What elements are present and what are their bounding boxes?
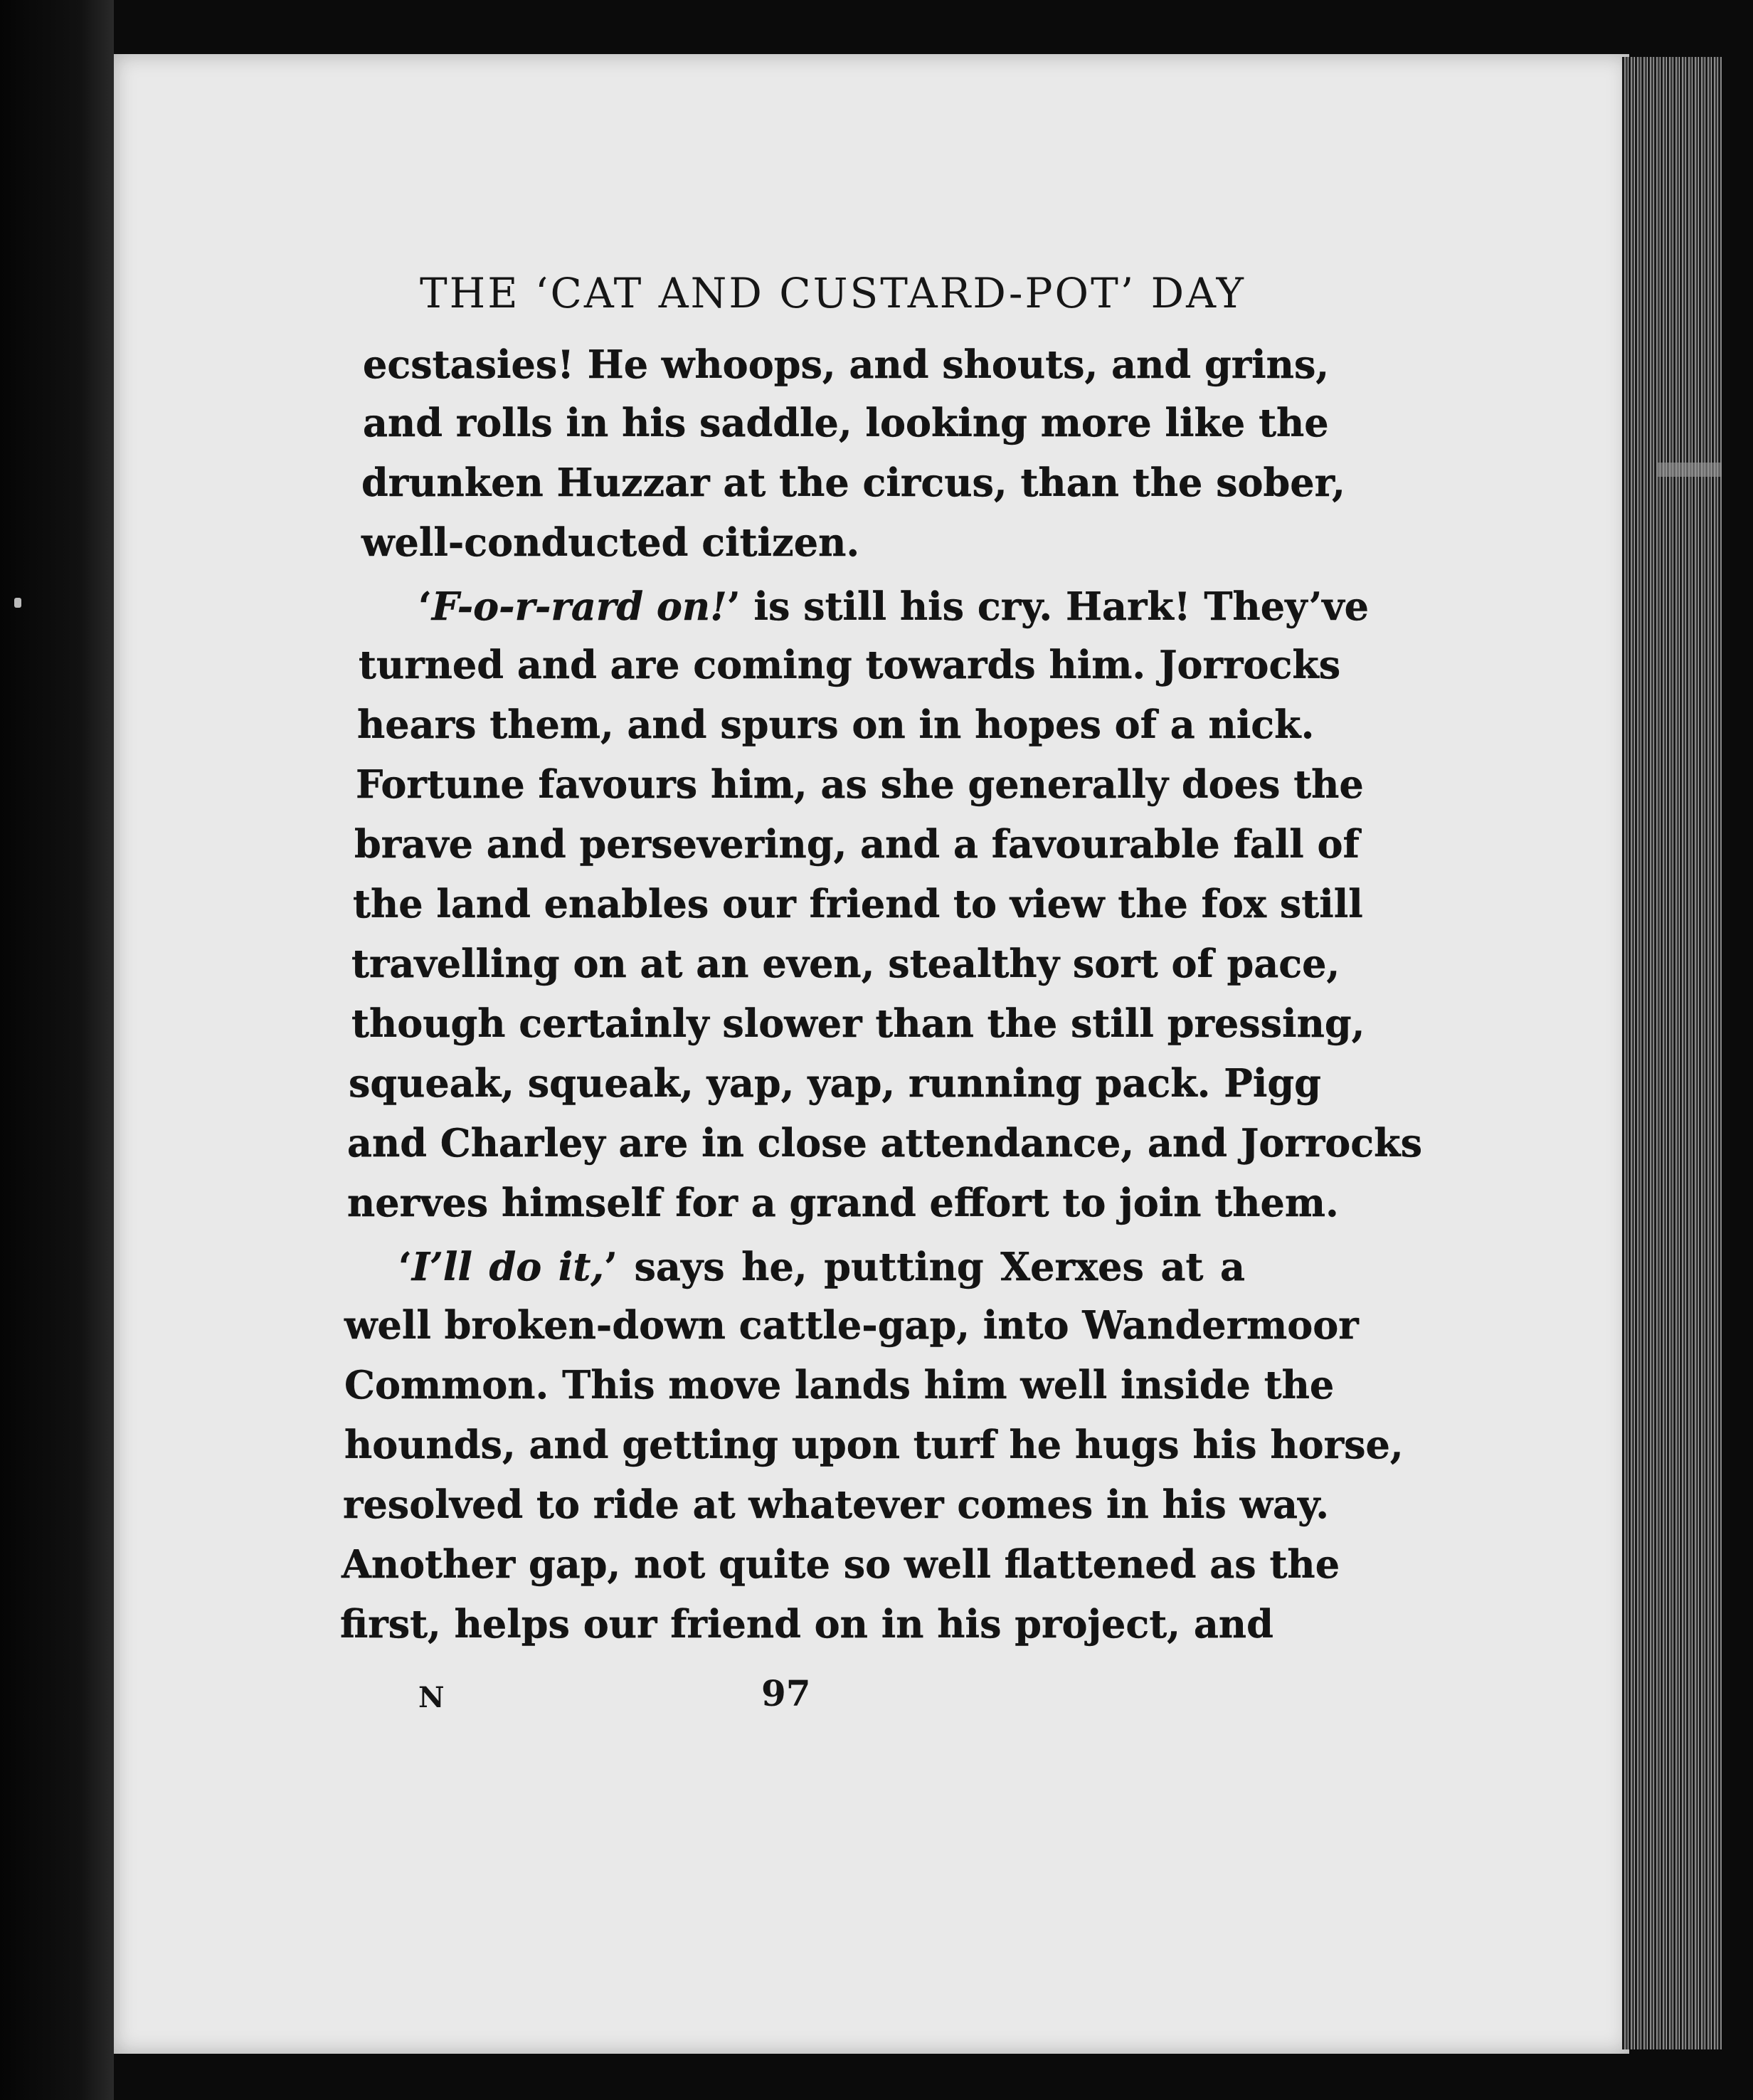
text-line xyxy=(347,1120,1422,1166)
page-stack-band xyxy=(1658,463,1722,477)
text-line-content: well broken-down cattle-gap, into Wandermoor xyxy=(344,1302,1359,1348)
text-line-content: the land enables our friend to view the fox still xyxy=(353,881,1363,927)
text-line xyxy=(351,941,1340,986)
text-line xyxy=(359,642,1341,687)
signature-mark: N xyxy=(418,1681,445,1714)
text-line-content: though certainly slower than the still pressing, xyxy=(351,1001,1365,1046)
text-line xyxy=(354,821,1360,867)
text-line-content: ‘I’ll do it,’ says he, putting Xerxes at a xyxy=(398,1244,1246,1289)
gutter-mark xyxy=(14,598,21,608)
text-line-content: brave and persevering, and a favourable fall of xyxy=(354,821,1360,867)
text-line xyxy=(349,1060,1321,1106)
text-line-content: hounds, and getting upon turf he hugs his horse, xyxy=(344,1422,1404,1467)
text-line xyxy=(353,881,1363,927)
text-line xyxy=(356,761,1364,807)
text-line-content: drunken Huzzar at the circus, than the sober, xyxy=(361,460,1345,505)
text-line xyxy=(341,1541,1340,1587)
text-line-content: Fortune favours him, as she generally does the xyxy=(356,761,1364,807)
text-line xyxy=(344,1302,1359,1348)
text-line xyxy=(340,1601,1273,1647)
text-line-content: Another gap, not quite so well flattened as the xyxy=(341,1541,1340,1587)
text-line xyxy=(398,1244,1245,1289)
text-line-content: squeak, squeak, yap, yap, running pack. Pigg xyxy=(349,1060,1321,1106)
page-stack-edge xyxy=(1622,57,1722,2049)
text-line xyxy=(347,1180,1339,1225)
text-line-content: travelling on at an even, stealthy sort of pace, xyxy=(351,941,1340,986)
text-line xyxy=(418,584,1370,629)
text-line xyxy=(361,519,859,565)
binding-gutter xyxy=(0,0,114,2100)
text-line-content: first, helps our friend on in his project, and xyxy=(340,1601,1273,1647)
text-line-content: resolved to ride at whatever comes in his way. xyxy=(343,1482,1330,1527)
text-line-content: hears them, and spurs on in hopes of a nick. xyxy=(357,702,1315,747)
text-line-content: well-conducted citizen. xyxy=(361,519,860,565)
italic-phrase: F-o-r-rard on! xyxy=(431,584,727,629)
text-line-content: and rolls in his saddle, looking more like the xyxy=(363,400,1329,445)
text-line-content: ecstasies! He whoops, and shouts, and grins, xyxy=(363,342,1330,387)
text-line xyxy=(343,1482,1330,1527)
text-line-content: Common. This move lands him well inside the xyxy=(344,1362,1335,1408)
text-line-content: ‘F-o-r-rard on!’ is still his cry. Hark! They’ve xyxy=(418,584,1370,629)
text-line xyxy=(361,460,1345,505)
text-line-content: and Charley are in close attendance, and Jorrocks xyxy=(347,1120,1422,1166)
text-line xyxy=(357,702,1315,747)
text-line-content: turned and are coming towards him. Jorrocks xyxy=(359,642,1341,687)
text-line xyxy=(363,342,1330,387)
italic-phrase: I’ll do it, xyxy=(411,1244,605,1289)
text-line xyxy=(351,1001,1365,1046)
running-head: THE ‘CAT AND CUSTARD-POT’ DAY xyxy=(420,269,1246,317)
page-number: 97 xyxy=(761,1672,811,1714)
text-line xyxy=(363,400,1329,445)
text-line xyxy=(344,1362,1335,1408)
text-line xyxy=(344,1422,1404,1467)
text-line-content: nerves himself for a grand effort to join them. xyxy=(347,1180,1339,1225)
